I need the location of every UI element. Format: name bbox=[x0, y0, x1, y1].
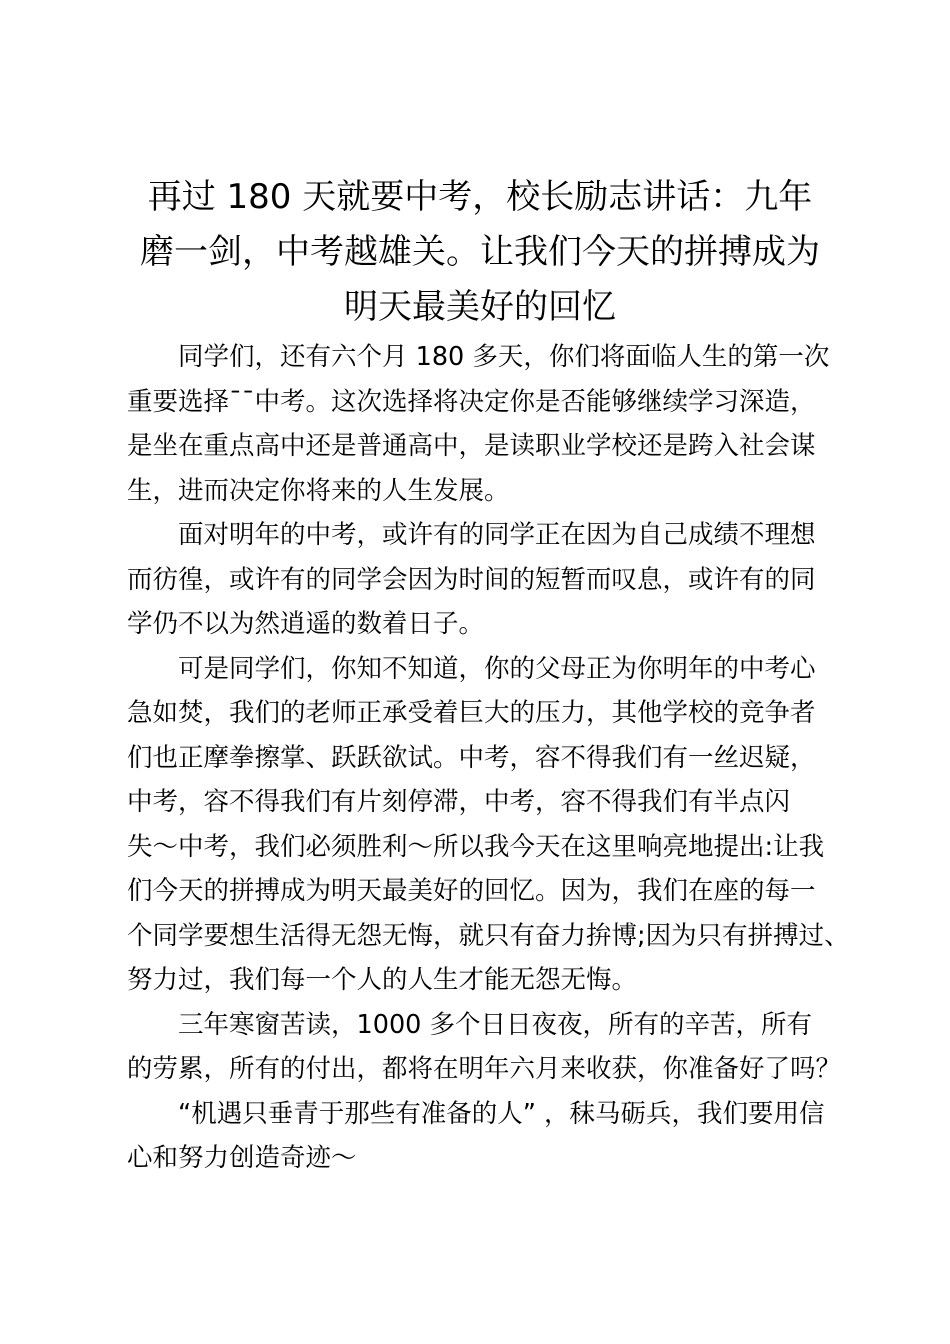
title-line: 再过 180 天就要中考，校长励志讲话：九年 bbox=[147, 177, 813, 217]
paragraph-2 bbox=[127, 513, 833, 647]
paragraph-line: 生，进而决定你将来的人生发展。 bbox=[127, 475, 510, 506]
title-line: 明天最美好的回忆 bbox=[344, 287, 616, 327]
paragraph-line: 们今天的拼搏成为明天最美好的回忆。因为，我们在座的每一 bbox=[127, 876, 816, 906]
document-title bbox=[127, 170, 833, 335]
paragraph-line: 而彷徨，或许有的同学会因为时间的短暂而叹息，或许有的同 bbox=[127, 564, 816, 595]
paragraph-line: 中考，容不得我们有片刻停滞，中考，容不得我们有半点闪 bbox=[127, 787, 791, 817]
paragraph-line: 们也正摩拳擦掌、跃跃欲试。中考，容不得我们有一丝迟疑， bbox=[127, 742, 816, 773]
paragraph-line: 努力过，我们每一个人的人生才能无怨无悔。 bbox=[127, 965, 638, 995]
paragraph-line: 急如焚，我们的老师正承受着巨大的压力，其他学校的竞争者 bbox=[127, 698, 816, 728]
paragraph-line: 失～中考，我们必须胜利～所以我今天在这里响亮地提出:让我 bbox=[127, 831, 825, 862]
paragraph-line: 三年寒窗苦读，1000 多个日日夜夜，所有的辛苦，所有 bbox=[178, 1009, 813, 1040]
paragraph-1 bbox=[127, 335, 833, 513]
paragraph-line: 可是同学们，你知不知道，你的父母正为你明年的中考心 bbox=[178, 653, 816, 684]
paragraph-line: 个同学要想生活得无怨无悔，就只有奋力拚博;因为只有拼搏过、 bbox=[127, 920, 850, 951]
paragraph-line: 面对明年的中考，或许有的同学正在因为自己成绩不理想 bbox=[178, 520, 816, 550]
paragraph-line: 学仍不以为然逍遥的数着日子。 bbox=[127, 609, 485, 639]
paragraph-line: 同学们，还有六个月 180 多天，你们将面临人生的第一次 bbox=[178, 342, 830, 372]
paragraph-line: “机遇只垂青于那些有准备的人” ，秣马砺兵，我们要用信 bbox=[178, 1098, 825, 1129]
paragraph-3 bbox=[127, 647, 850, 1003]
paragraph-line: 是坐在重点高中还是普通高中，是读职业学校还是跨入社会谋 bbox=[127, 431, 816, 461]
title-line: 磨一剑，中考越雄关。让我们今天的拼搏成为 bbox=[140, 232, 820, 272]
paragraph-5 bbox=[127, 1092, 833, 1181]
paragraph-line: 的劳累，所有的付出，都将在明年六月来收获，你准备好了吗？ bbox=[127, 1054, 842, 1084]
paragraph-line: 重要选择¯¯中考。这次选择将决定你是否能够继续学习深造， bbox=[127, 386, 816, 417]
paragraph-4 bbox=[127, 1003, 842, 1092]
paragraph-line: 心和努力创造奇迹～ bbox=[127, 1143, 357, 1173]
document-page bbox=[127, 170, 850, 1181]
